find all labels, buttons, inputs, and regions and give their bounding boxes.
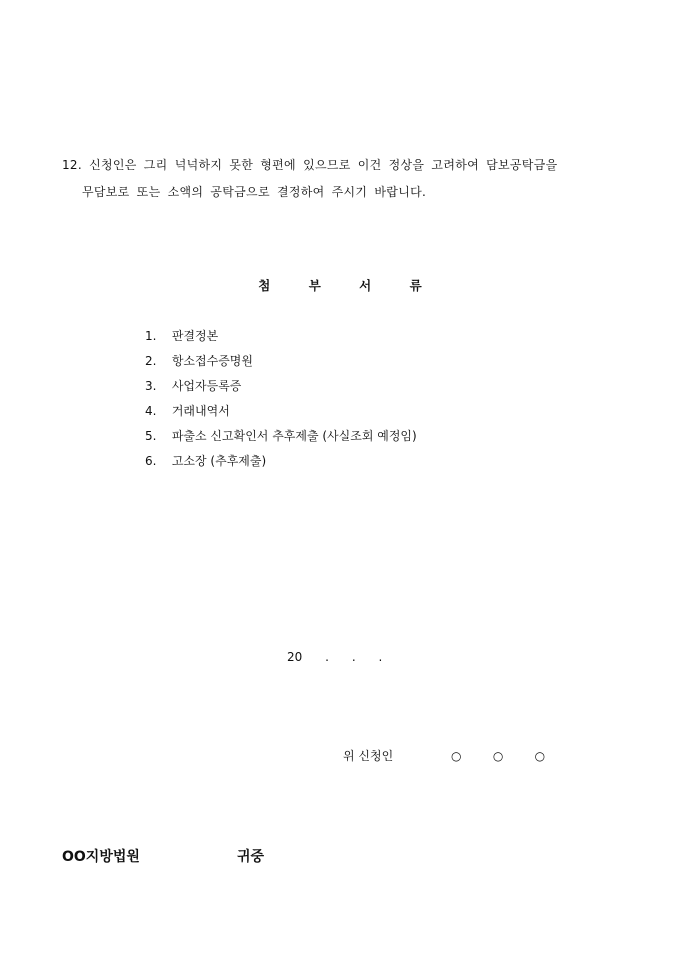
paragraph-line-2: 무담보로 또는 소액의 공탁금으로 결정하여 주시기 바랍니다. bbox=[82, 185, 427, 199]
attachment-text: 판결정본 bbox=[171, 329, 219, 343]
attachment-item bbox=[145, 351, 417, 376]
attachment-text: 거래내역서 bbox=[171, 404, 230, 418]
attachment-text: 항소접수증명원 bbox=[171, 354, 253, 368]
attachment-number: 6. bbox=[145, 454, 157, 468]
attachment-text: 파출소 신고확인서 추후제출 (사실조회 예정임) bbox=[171, 429, 417, 443]
paragraph-line-1: 신청인은 그리 넉넉하지 못한 형편에 있으므로 이건 정상을 고려하여 담보공탁금을 bbox=[89, 158, 558, 172]
attachment-text: 고소장 (추후제출) bbox=[171, 454, 267, 468]
applicant-label: 위 신청인 bbox=[343, 749, 394, 763]
applicant-signature bbox=[343, 747, 573, 764]
attachment-number: 2. bbox=[145, 354, 157, 368]
signature-mark: ○ bbox=[534, 749, 546, 763]
attachment-item bbox=[145, 376, 417, 401]
attachments-title-char: 첨 bbox=[258, 278, 271, 293]
attachment-item bbox=[145, 326, 417, 351]
attachments-title-char: 서 bbox=[359, 278, 372, 293]
attachment-number: 4. bbox=[145, 404, 157, 418]
attachment-item bbox=[145, 401, 417, 426]
signature-mark: ○ bbox=[451, 749, 462, 763]
paragraph-number: 12. bbox=[62, 158, 82, 172]
honorific: 귀중 bbox=[237, 849, 265, 865]
court-name: OO지방법원 bbox=[62, 849, 140, 865]
attachment-text: 사업자등록증 bbox=[171, 379, 242, 393]
date-line: 20 . . . bbox=[287, 650, 383, 664]
signature-marks bbox=[451, 749, 573, 763]
attachments-title-char: 부 bbox=[308, 278, 321, 293]
attachments-list bbox=[145, 326, 417, 476]
request-paragraph bbox=[62, 152, 642, 206]
attachments-title bbox=[0, 276, 680, 294]
attachment-number: 1. bbox=[145, 329, 157, 343]
attachment-number: 5. bbox=[145, 429, 157, 443]
signature-mark: ○ bbox=[492, 749, 504, 763]
attachments-title-char: 류 bbox=[409, 278, 422, 293]
court-addressee bbox=[62, 846, 265, 866]
attachment-item bbox=[145, 426, 417, 451]
attachment-number: 3. bbox=[145, 379, 157, 393]
attachment-item bbox=[145, 451, 417, 476]
